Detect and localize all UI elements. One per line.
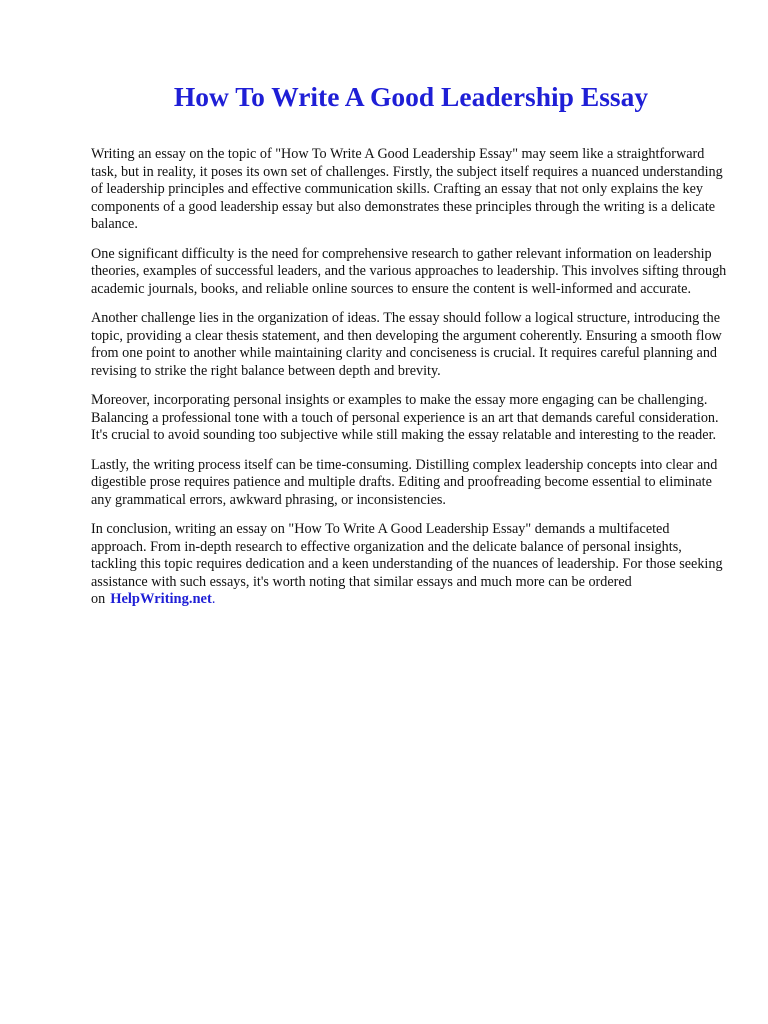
paragraph-conclusion [91,521,727,609]
paragraph-research: One significant difficulty is the need for comprehensive research to gather relevant information on leadership theories, examples of successful leaders, and the various approaches to leadership. This involves sifting through academic journals, books, and reliable online sources to ensure the content is well-informed and accurate. [91,245,727,297]
paragraph-organization: Another challenge lies in the organization of ideas. The essay should follow a logical structure, introducing the topic, providing a clear thesis statement, and then developing the argument coherently. Ensuring a smooth flow from one point to another while maintaining clarity and conciseness is crucial. It requires careful planning and revising to strike the right balance between depth and brevity. [91,310,722,379]
conclusion-text: In conclusion, writing an essay on "How To Write A Good Leadership Essay" demands a multifaceted approach. From in-depth research to effective organization and the delicate balance of personal insights, tackling this topic requires dedication and a keen understanding of the nuances of leadership. For those seeking assistance with such essays, it's worth noting that similar essays and much more can be ordered on [91,521,723,607]
page-title: How To Write A Good Leadership Essay [173,81,649,112]
essay-body [91,146,727,621]
paragraph-intro: Writing an essay on the topic of "How To Write A Good Leadership Essay" may seem like a straightforward task, but in reality, it poses its own set of challenges. Firstly, the subject itself requires a nuanced understanding of leadership principles and effective communication skills. Crafting an essay that not only explains the key components of a good leadership essay but also demonstrates these principles through the writing is a delicate balance. [91,146,723,232]
paragraph-writing-process: Lastly, the writing process itself can be time-consuming. Distilling complex leadership concepts into clear and digestible prose requires patience and multiple drafts. Editing and proofreading become essential to eliminate any grammatical errors, awkward phrasing, or inconsistencies. [91,456,718,508]
helpwriting-link[interactable]: HelpWriting.net [110,591,212,607]
paragraph-personal-insights: Moreover, incorporating personal insights or examples to make the essay more engaging can be challenging. Balancing a professional tone with a touch of personal experience is an art that demands careful consideration. It's crucial to avoid sounding too subjective while still making the essay relatable and interesting to the reader. [91,392,719,443]
conclusion-period: . [211,591,216,607]
